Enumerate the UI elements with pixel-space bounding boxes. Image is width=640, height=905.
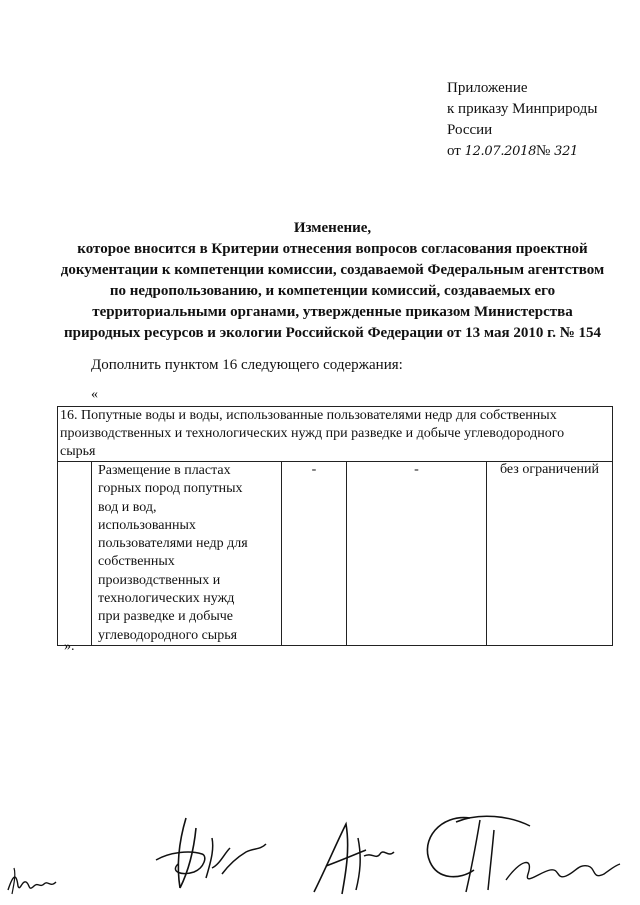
description-line: пользователями недр для bbox=[98, 536, 248, 552]
description-line: при разведке и добыче bbox=[98, 609, 233, 625]
date-prefix: от bbox=[447, 143, 465, 159]
appendix-line-3: России bbox=[447, 122, 493, 138]
column-3-cell: - bbox=[282, 462, 347, 646]
signature-2 bbox=[306, 808, 402, 900]
opening-quote: « bbox=[91, 387, 98, 402]
signature-1 bbox=[150, 808, 270, 900]
empty-cell bbox=[58, 462, 92, 646]
description-line: собственных bbox=[98, 554, 175, 570]
initials-signature bbox=[4, 860, 64, 900]
appendix-date-line bbox=[447, 141, 597, 162]
description-cell bbox=[92, 462, 282, 646]
header-line-2: производственных и технологических нужд при разведке и добыче углеводородного bbox=[60, 426, 565, 441]
signature-3 bbox=[410, 800, 622, 900]
title-line-5: природных ресурсов и экологии Российской Федерации от 13 мая 2010 г. № 154 bbox=[63, 325, 602, 341]
handwritten-date: 12.07.2018 bbox=[464, 144, 537, 159]
amendment-table bbox=[57, 406, 613, 646]
header-line-1: 16. Попутные воды и воды, использованные пользователями недр для собственных bbox=[60, 408, 557, 423]
title-line-2: документации к компетенции комиссии, создаваемой Федеральным агентством bbox=[60, 262, 605, 278]
document-title bbox=[40, 218, 625, 344]
title-line-1: которое вносится в Критерии отнесения вопросов согласования проектной bbox=[77, 241, 588, 257]
appendix-header bbox=[447, 78, 597, 162]
closing-quote: ». bbox=[64, 639, 75, 654]
description-line: технологических нужд bbox=[98, 591, 235, 607]
handwritten-number: 321 bbox=[554, 144, 579, 159]
description-line: производственных и bbox=[98, 572, 221, 588]
title-heading: Изменение, bbox=[293, 220, 372, 236]
header-line-3: сырья bbox=[60, 444, 96, 459]
number-sign: № bbox=[536, 143, 555, 159]
intro-paragraph: Дополнить пунктом 16 следующего содержания: bbox=[91, 357, 403, 373]
table-header-cell bbox=[58, 407, 613, 462]
table-row bbox=[58, 462, 613, 646]
appendix-line-2: к приказу Минприроды bbox=[447, 101, 598, 117]
description-line: углеводородного сырья bbox=[98, 627, 238, 643]
description-line: горных пород попутных bbox=[98, 481, 243, 497]
appendix-line-1: Приложение bbox=[447, 80, 528, 96]
column-4-cell: - bbox=[347, 462, 487, 646]
title-line-4: территориальными органами, утвержденные приказом Министерства bbox=[92, 304, 573, 320]
title-line-3: по недропользованию, и компетенции комиссий, создаваемых его bbox=[109, 283, 556, 299]
description-line: Размещение в пластах bbox=[98, 463, 231, 478]
description-line: использованных bbox=[98, 517, 196, 533]
table-header-row bbox=[58, 407, 613, 462]
column-5-cell: без ограничений bbox=[487, 462, 613, 646]
description-line: вод и вод, bbox=[98, 499, 157, 515]
